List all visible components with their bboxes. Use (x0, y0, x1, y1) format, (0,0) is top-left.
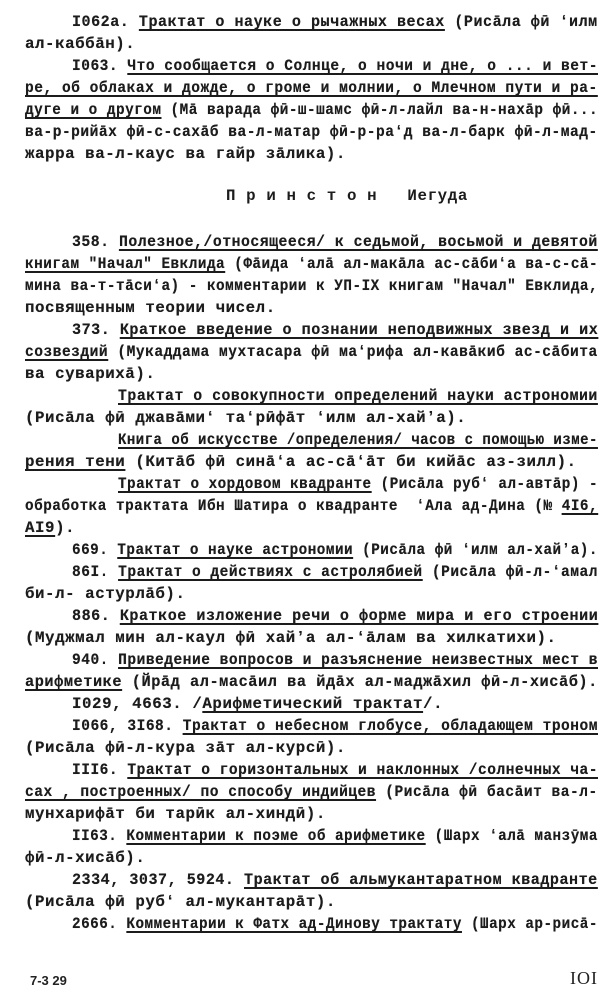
entry-886-line-2: (Муджмал мин ал-каул фӣ хайʼа ал-ʻāлам ва хилкатихи). (25, 629, 557, 647)
entry-1066-line-2: (Рисāла фӣ-л-кура зāт ал-курсӣ). (25, 739, 346, 757)
entry-transliteration: (Шарх ʻалā манзӯма (425, 827, 598, 845)
entry-number: 2334, 3037, 5924. (72, 871, 235, 889)
entry-title: Трактат об альмукантаратном квадранте (244, 871, 598, 889)
entry-transliteration: (Мā варада фӣ-ш-шамс фӣ-л-лайл ва-н-нахāр фӣ... (161, 101, 599, 119)
entry-2666-line-1 (72, 913, 598, 935)
entry-transliteration: (Рисāла рубʻ ал-автāр) - (371, 475, 599, 493)
entry-title: Приведение вопросов и разъяснение неизвестных мест в (118, 651, 598, 669)
entry-373-line-1 (72, 319, 598, 341)
entry-title: Трактат о горизонтальных и наклонных /солнечных ча- (127, 761, 598, 779)
entry-title: Трактат о науке о рычажных весах (138, 13, 445, 31)
entry-373-line-3: ва суварихā). (25, 365, 156, 383)
entry-title: сах , построенных/ по способу индийцев (25, 783, 377, 801)
entry-1062a-line-2: ал-каббāн). (25, 35, 136, 53)
entry-1116-line-2 (25, 781, 598, 803)
entry-title: Комментарии к Фатх ад-Динову трактату (126, 915, 462, 933)
entry-number: I062а. (72, 13, 130, 31)
entry-373d-line-3 (25, 517, 75, 539)
entry-2334-line-1 (72, 869, 598, 891)
entry-1062a-line-1 (72, 11, 598, 33)
entry-373-line-2 (25, 341, 598, 363)
entry-title: Трактат о науке астрономии (117, 541, 354, 559)
entry-transliteration: (Рисāла фӣ ʻилм (444, 13, 598, 31)
entry-number: I066, 3I68. (72, 717, 174, 735)
punctuation: /. (423, 695, 444, 713)
entry-861-line-2: би-л- астурлāб). (25, 585, 186, 603)
entry-transliteration: (Рисāла фӣ басāит ва-л- (376, 783, 598, 801)
entry-transliteration: (Йрāд ал-масāил ва йдāх ал-маджāхил фӣ-л-хисāб). (122, 673, 598, 691)
entry-1063-line-1 (72, 55, 598, 77)
entry-title: дуге и о другом (25, 101, 162, 119)
entry-1063-line-3 (25, 99, 598, 121)
entry-transliteration: (Шарх ар-рисā- (461, 915, 598, 933)
entry-title: Краткое введение о познании неподвижных звезд и их (119, 321, 599, 339)
entry-number: 86I. (72, 563, 109, 581)
entry-861-line-1 (72, 561, 598, 583)
entry-title: Арифметический трактат (202, 695, 424, 713)
entry-669-line-1 (72, 539, 598, 561)
entry-358-line-2 (25, 253, 598, 275)
entry-1116-line-1 (72, 759, 598, 781)
entry-number: III6. (72, 761, 119, 779)
entry-title: Краткое изложение речи о форме мира и его строении (119, 607, 599, 625)
entry-title: Что сообщается о Солнце, о ночи и дне, о ... и вет- (127, 57, 598, 75)
reference-number: 4I6, (561, 497, 599, 515)
entry-940-line-2 (25, 671, 598, 693)
entry-transliteration: (Китāб фӣ синāʻа ас-сāʻāт би кийāс аз-зилл). (125, 453, 577, 471)
entry-title: Трактат о совокупности определений науки астрономии (118, 387, 598, 405)
entry-number: I029, 4663. (72, 695, 183, 713)
entry-1163-line-1 (72, 825, 598, 847)
entry-1066-line-1 (72, 715, 598, 737)
section-heading: П р и н с т о н Иегуда (226, 187, 468, 205)
entry-number: 358. (72, 233, 110, 251)
entry-358-line-4: посвященным теории чисел. (25, 299, 276, 317)
entry-title: Комментарии к поэме об арифметике (126, 827, 426, 845)
entry-1029-line-1 (72, 693, 443, 715)
entry-373b-line-2: (Рисāла фӣ джавāмиʻ таʻрӣфāт ʻилм ал-хайʼа). (25, 409, 467, 427)
entry-title: арифметике (25, 673, 123, 691)
entry-1116-line-3: мунхарифāт би тарӣк ал-хиндӣ). (25, 805, 326, 823)
entry-number: 886. (72, 607, 111, 625)
entry-title: Книга об искусстве /определения/ часов с помощью изме- (118, 431, 598, 449)
entry-940-line-1 (72, 649, 598, 671)
entry-title: ре, об облаках и дожде, о громе и молнии, о Млечном пути и ра- (25, 79, 598, 97)
entry-title: Трактат о хордовом квадранте (118, 475, 372, 493)
entry-373c-line-2 (25, 451, 577, 473)
reference-number: AI9 (25, 519, 56, 537)
entry-title: Трактат о небесном глобусе, обладающем троном (182, 717, 598, 735)
entry-title: созвездий (25, 343, 109, 361)
entry-373b-line-1 (118, 385, 598, 407)
entry-373d-line-2 (25, 495, 598, 517)
entry-number: I063. (72, 57, 119, 75)
entry-2334-line-2: (Рисāла фӣ рубʻ ал-мукантарāт). (25, 893, 336, 911)
page-number: IOI (570, 968, 598, 988)
entry-transliteration: (Мукаддама мухтасара фӣ маʻрифа ал-кавāкиб ас-сāбита (108, 343, 598, 361)
entry-title: книгам "Начал" Евклида (25, 255, 226, 273)
entry-number: 940. (72, 651, 109, 669)
entry-title: Трактат о действиях с астролябией (118, 563, 423, 581)
entry-transliteration: (Рисāла фӣ ʻилм ал-хайʼа). (353, 541, 598, 559)
entry-373c-line-1 (118, 429, 598, 451)
entry-transliteration: (Рисāла фӣ-л-ʻамал (422, 563, 598, 581)
punctuation: ). (55, 519, 76, 537)
entry-1063-line-4: ва-р-рийāх фӣ-с-сахāб ва-л-матар фӣ-р-раʻд ва-л-барк фӣ-л-мад- (25, 123, 598, 141)
entry-number: 373. (72, 321, 111, 339)
entry-description: обработка трактата Ибн Шатира о квадранте ʻАла ад-Дина (№ (25, 497, 562, 515)
printer-signature: 7-3 29 (30, 973, 67, 988)
entry-1063-line-5: жарра ва-л-каус ва гайр зāлика). (25, 145, 346, 163)
entry-373d-line-1 (118, 473, 598, 495)
entry-number: 669. (72, 541, 109, 559)
punctuation: / (182, 695, 203, 713)
entry-number: II63. (72, 827, 118, 845)
entry-886-line-1 (72, 605, 598, 627)
entry-1063-line-2 (25, 77, 598, 99)
entry-358-line-3: мина ва-т-тāсиʻа) - комментарии к УП-IX книгам "Начал" Евклида, (25, 277, 599, 295)
entry-1163-line-2: фӣ-л-хисāб). (25, 849, 146, 867)
entry-transliteration: (Фāида ʻалā ал-макāла ас-сāбиʻа ва-с-сā- (225, 255, 599, 273)
entry-title: Полезное,/относящееся/ к седьмой, восьмой и девятой (118, 233, 598, 251)
entry-number: 2666. (72, 915, 118, 933)
entry-358-line-1 (72, 231, 598, 253)
entry-title: рения тени (25, 453, 126, 471)
